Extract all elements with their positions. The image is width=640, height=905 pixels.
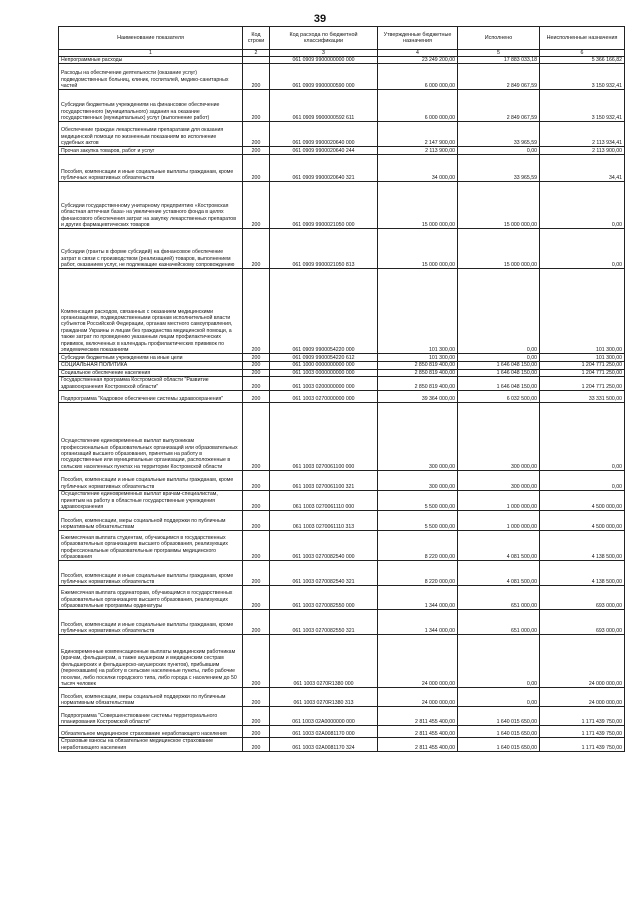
remaining-amount: 693 000,00 (540, 610, 625, 635)
line-code: 200 (243, 471, 270, 491)
remaining-amount: 5 366 166,82 (540, 57, 625, 64)
approved-amount: 2 811 455 400,00 (378, 707, 458, 726)
line-code: 200 (243, 369, 270, 376)
approved-amount: 2 147 900,00 (378, 122, 458, 147)
remaining-amount: 101 300,00 (540, 269, 625, 354)
remaining-amount: 3 150 932,41 (540, 90, 625, 122)
indicator-name: Единовременные компенсационные выплаты медицинским работникам (врачам, фельдшерам, а также акушеркам и медицинским сестрам фельдшерских и фельдшерско-акушерских пунктов), прибывшим (переехавшим) на работу в сельские населенные пункты, либо рабочие поселки, либо поселки городского типа, либо города с населением до 50 тысяч человек (59, 635, 243, 688)
approved-amount: 2 811 455 400,00 (378, 738, 458, 752)
executed-amount: 1 000 000,00 (458, 491, 540, 511)
budget-code: 061 0909 9900021050 000 (270, 182, 378, 229)
table-row (59, 688, 625, 707)
budget-code: 061 0909 9900054220 000 (270, 269, 378, 354)
table-row (59, 726, 625, 738)
remaining-amount: 101 300,00 (540, 354, 625, 362)
indicator-name: СОЦИАЛЬНАЯ ПОЛИТИКА (59, 362, 243, 369)
approved-amount: 101 300,00 (378, 354, 458, 362)
table-row (59, 147, 625, 155)
table-row (59, 229, 625, 269)
indicator-name: Ежемесячная выплата ординаторам, обучающимся в государственных образовательных организациях высшего образования, реализующих образовательные программы ординатуры (59, 586, 243, 610)
table-row (59, 586, 625, 610)
line-code: 200 (243, 362, 270, 369)
table-row (59, 391, 625, 403)
table-row (59, 64, 625, 90)
column-header: Неисполненные назначения (540, 27, 625, 50)
indicator-name: Подпрограмма "Кадровое обеспечение системы здравоохранения" (59, 391, 243, 403)
budget-code: 061 0909 9900020640 321 (270, 155, 378, 182)
column-number: 1 (59, 50, 243, 57)
approved-amount: 15 000 000,00 (378, 182, 458, 229)
indicator-name: Государственная программа Костромской области "Развитие здравоохранения Костромской области" (59, 377, 243, 391)
page-number: 39 (313, 13, 327, 25)
budget-code: 061 1003 0270082540 321 (270, 561, 378, 586)
approved-amount: 2 850 819 400,00 (378, 377, 458, 391)
budget-code: 061 0909 9900021050 813 (270, 229, 378, 269)
remaining-amount: 1 204 771 250,00 (540, 362, 625, 369)
executed-amount: 1 646 048 150,00 (458, 369, 540, 376)
column-number: 3 (270, 50, 378, 57)
line-code: 200 (243, 561, 270, 586)
table-row (59, 269, 625, 354)
remaining-amount: 1 171 439 750,00 (540, 707, 625, 726)
line-code: 200 (243, 155, 270, 182)
line-code: 200 (243, 726, 270, 738)
remaining-amount: 1 171 439 750,00 (540, 738, 625, 752)
table-row (59, 635, 625, 688)
budget-code: 061 0909 9900054220 612 (270, 354, 378, 362)
executed-amount: 15 000 000,00 (458, 229, 540, 269)
approved-amount: 300 000,00 (378, 403, 458, 471)
approved-amount: 24 000 000,00 (378, 635, 458, 688)
budget-code: 061 1003 0200000000 000 (270, 377, 378, 391)
line-code: 200 (243, 403, 270, 471)
indicator-name: Пособия, компенсации и иные социальные выплаты гражданам, кроме публичных нормативных обязательств (59, 471, 243, 491)
executed-amount: 4 081 500,00 (458, 561, 540, 586)
line-code: 200 (243, 64, 270, 90)
budget-code: 061 1003 0270R1380 000 (270, 635, 378, 688)
table-row (59, 90, 625, 122)
indicator-name: Пособия, компенсации и иные социальные выплаты гражданам, кроме публичных нормативных обязательств (59, 610, 243, 635)
remaining-amount: 24 000 000,00 (540, 635, 625, 688)
executed-amount: 33 965,59 (458, 155, 540, 182)
executed-amount: 0,00 (458, 269, 540, 354)
approved-amount: 5 500 000,00 (378, 511, 458, 531)
line-code: 200 (243, 354, 270, 362)
indicator-name: Осуществление единовременных выплат выпускникам профессиональных образовательных организаций или образовательных организаций высшего образования, принятым на работу в государственные или муниципальные организации, расположенные в сельских населенных пунктах на территории Костромской области (59, 403, 243, 471)
budget-code: 061 0909 9900020640 000 (270, 122, 378, 147)
table-header-row (59, 27, 625, 50)
line-code: 200 (243, 738, 270, 752)
table-row (59, 354, 625, 362)
line-code: 200 (243, 90, 270, 122)
approved-amount: 24 000 000,00 (378, 688, 458, 707)
executed-amount: 17 883 033,18 (458, 57, 540, 64)
indicator-name: Непрограммные расходы (59, 57, 243, 64)
table-row (59, 610, 625, 635)
approved-amount: 2 811 455 400,00 (378, 726, 458, 738)
remaining-amount: 2 113 934,41 (540, 122, 625, 147)
table-row (59, 155, 625, 182)
column-number: 4 (378, 50, 458, 57)
remaining-amount: 693 000,00 (540, 586, 625, 610)
indicator-name: Расходы на обеспечение деятельности (оказание услуг) подведомственных больниц, клиник, госпиталей, медико-санитарных частей (59, 64, 243, 90)
budget-code: 061 1003 0270061110 000 (270, 491, 378, 511)
indicator-name: Субсидии бюджетным учреждениям на финансовое обеспечение государственного (муниципального) задания на оказание государственных (муниципальных) услуг (выполнение работ) (59, 90, 243, 122)
indicator-name: Субсидии государственному унитарному предприятию «Костромская областная аптечная база» на увеличение уставного фонда в целях финансового обеспечения затрат на закупку лекарственных препаратов и других фармацевтических товаров (59, 182, 243, 229)
executed-amount: 300 000,00 (458, 403, 540, 471)
line-code: 200 (243, 707, 270, 726)
remaining-amount: 0,00 (540, 403, 625, 471)
table-row (59, 531, 625, 561)
remaining-amount: 1 171 439 750,00 (540, 726, 625, 738)
approved-amount: 1 344 000,00 (378, 586, 458, 610)
table-row (59, 182, 625, 229)
executed-amount: 0,00 (458, 688, 540, 707)
remaining-amount: 4 500 000,00 (540, 491, 625, 511)
table-row (59, 122, 625, 147)
table-row (59, 561, 625, 586)
executed-amount: 651 000,00 (458, 610, 540, 635)
indicator-name: Пособия, компенсации, меры социальной поддержки по публичным нормативным обязательствам (59, 688, 243, 707)
indicator-name: Субсидии (гранты в форме субсидий) на финансовое обеспечение затрат в связи с производством (реализацией) товаров, выполнением работ, оказанием услуг, не подлежащие казначейскому сопровождению (59, 229, 243, 269)
indicator-name: Осуществление единовременных выплат врачам-специалистам, принятым на работу в областные государственные учреждения здравоохранения (59, 491, 243, 511)
line-code: 200 (243, 635, 270, 688)
approved-amount: 8 220 000,00 (378, 531, 458, 561)
column-header: Наименование показателя (59, 27, 243, 50)
line-code: 200 (243, 610, 270, 635)
approved-amount: 2 113 900,00 (378, 147, 458, 155)
budget-code: 061 1003 0270082540 000 (270, 531, 378, 561)
approved-amount: 2 850 819 400,00 (378, 362, 458, 369)
line-code: 200 (243, 491, 270, 511)
line-code: 200 (243, 511, 270, 531)
executed-amount: 0,00 (458, 147, 540, 155)
indicator-name: Пособия, компенсации, меры социальной поддержки по публичным нормативным обязательствам (59, 511, 243, 531)
line-code: 200 (243, 377, 270, 391)
line-code: 200 (243, 229, 270, 269)
approved-amount: 5 500 000,00 (378, 491, 458, 511)
column-header: Код расхода по бюджетной классификации (270, 27, 378, 50)
executed-amount: 651 000,00 (458, 586, 540, 610)
approved-amount: 15 000 000,00 (378, 229, 458, 269)
column-header: Утвержденные бюджетные назначения (378, 27, 458, 50)
approved-amount: 34 000,00 (378, 155, 458, 182)
table-row (59, 362, 625, 369)
executed-amount: 4 081 500,00 (458, 531, 540, 561)
budget-code: 061 0909 9900020640 244 (270, 147, 378, 155)
approved-amount: 23 249 200,00 (378, 57, 458, 64)
budget-execution-table (58, 26, 625, 752)
approved-amount: 101 300,00 (378, 269, 458, 354)
budget-code: 061 0909 9900000000 000 (270, 57, 378, 64)
indicator-name: Субсидии бюджетным учреждениям на иные цели (59, 354, 243, 362)
executed-amount: 300 000,00 (458, 471, 540, 491)
approved-amount: 300 000,00 (378, 471, 458, 491)
approved-amount: 2 850 819 400,00 (378, 369, 458, 376)
remaining-amount: 0,00 (540, 471, 625, 491)
budget-code: 061 1003 02А0081170 324 (270, 738, 378, 752)
remaining-amount: 4 138 500,00 (540, 561, 625, 586)
column-number: 5 (458, 50, 540, 57)
line-code: 200 (243, 147, 270, 155)
indicator-name: Социальное обеспечение населения (59, 369, 243, 376)
executed-amount: 0,00 (458, 635, 540, 688)
budget-code: 061 0909 9900000592 611 (270, 90, 378, 122)
line-code: 200 (243, 269, 270, 354)
indicator-name: Страховые взносы на обязательное медицинское страхование неработающего населения (59, 738, 243, 752)
indicator-name: Пособия, компенсации и иные социальные выплаты гражданам, кроме публичных нормативных обязательств (59, 561, 243, 586)
executed-amount: 15 000 000,00 (458, 182, 540, 229)
remaining-amount: 3 150 932,41 (540, 64, 625, 90)
table-row (59, 738, 625, 752)
budget-code: 061 1003 0270R1380 313 (270, 688, 378, 707)
budget-code: 061 1003 02А0081170 000 (270, 726, 378, 738)
column-number: 6 (540, 50, 625, 57)
remaining-amount: 24 000 000,00 (540, 688, 625, 707)
line-code: 200 (243, 586, 270, 610)
executed-amount: 1 646 048 150,00 (458, 377, 540, 391)
budget-code: 061 1003 0000000000 000 (270, 369, 378, 376)
budget-code: 061 1003 0270061110 313 (270, 511, 378, 531)
remaining-amount: 34,41 (540, 155, 625, 182)
line-code: 200 (243, 531, 270, 561)
budget-code: 061 1003 0270082550 321 (270, 610, 378, 635)
remaining-amount: 1 204 771 250,00 (540, 369, 625, 376)
executed-amount: 6 032 500,00 (458, 391, 540, 403)
budget-code: 061 1003 0270061100 000 (270, 403, 378, 471)
indicator-name: Прочая закупка товаров, работ и услуг (59, 147, 243, 155)
executed-amount: 1 000 000,00 (458, 511, 540, 531)
indicator-name: Обязательное медицинское страхование неработающего населения (59, 726, 243, 738)
line-code: 200 (243, 688, 270, 707)
executed-amount: 1 640 015 650,00 (458, 726, 540, 738)
remaining-amount: 0,00 (540, 229, 625, 269)
table-row (59, 57, 625, 64)
table-row (59, 403, 625, 471)
table-row (59, 369, 625, 376)
table-row (59, 471, 625, 491)
budget-code: 061 1003 0270061100 321 (270, 471, 378, 491)
executed-amount: 1 640 015 650,00 (458, 738, 540, 752)
executed-amount: 2 849 067,59 (458, 64, 540, 90)
table-row (59, 511, 625, 531)
indicator-name: Компенсация расходов, связанных с оказанием медицинскими организациями, подведомственными органам исполнительной власти субъектов Российской Федерации, органам местного самоуправления, гражданам Украины и лицам без гражданства медицинской помощи, а также затрат по проведению указанным лицам профилактических прививок, включенных в календарь профилактических прививок по эпидемическим показаниям (59, 269, 243, 354)
budget-code: 061 1003 0270000000 000 (270, 391, 378, 403)
line-code: 200 (243, 182, 270, 229)
table-row (59, 491, 625, 511)
column-header: Код строки (243, 27, 270, 50)
budget-code: 061 0909 9900000590 000 (270, 64, 378, 90)
remaining-amount: 1 204 771 250,00 (540, 377, 625, 391)
remaining-amount: 33 331 500,00 (540, 391, 625, 403)
executed-amount: 33 965,59 (458, 122, 540, 147)
column-number: 2 (243, 50, 270, 57)
line-code: 200 (243, 391, 270, 403)
line-code: 200 (243, 122, 270, 147)
indicator-name: Пособия, компенсации и иные социальные выплаты гражданам, кроме публичных нормативных обязательств (59, 155, 243, 182)
approved-amount: 39 364 000,00 (378, 391, 458, 403)
budget-code: 061 1003 02А0000000 000 (270, 707, 378, 726)
executed-amount: 1 640 015 650,00 (458, 707, 540, 726)
executed-amount: 2 849 067,59 (458, 90, 540, 122)
executed-amount: 1 646 048 150,00 (458, 362, 540, 369)
column-number-row (59, 50, 625, 57)
table-row (59, 377, 625, 391)
indicator-name: Подпрограмма "Совершенствование системы территориального планирования Костромской области" (59, 707, 243, 726)
approved-amount: 1 344 000,00 (378, 610, 458, 635)
budget-code: 061 1000 0000000000 000 (270, 362, 378, 369)
approved-amount: 6 000 000,00 (378, 64, 458, 90)
remaining-amount: 0,00 (540, 182, 625, 229)
indicator-name: Ежемесячная выплата студентам, обучающимся в государственных образовательных организациях высшего образования, реализующих профессиональные образовательные программы медицинского образования (59, 531, 243, 561)
remaining-amount: 4 138 500,00 (540, 531, 625, 561)
column-header: Исполнено (458, 27, 540, 50)
line-code (243, 57, 270, 64)
approved-amount: 6 000 000,00 (378, 90, 458, 122)
table-row (59, 707, 625, 726)
executed-amount: 0,00 (458, 354, 540, 362)
remaining-amount: 4 500 000,00 (540, 511, 625, 531)
approved-amount: 8 220 000,00 (378, 561, 458, 586)
indicator-name: Обеспечение граждан лекарственными препаратами для оказания медицинской помощи по жизненным показаниям во исполнение судебных актов (59, 122, 243, 147)
budget-code: 061 1003 0270082550 000 (270, 586, 378, 610)
remaining-amount: 2 113 900,00 (540, 147, 625, 155)
